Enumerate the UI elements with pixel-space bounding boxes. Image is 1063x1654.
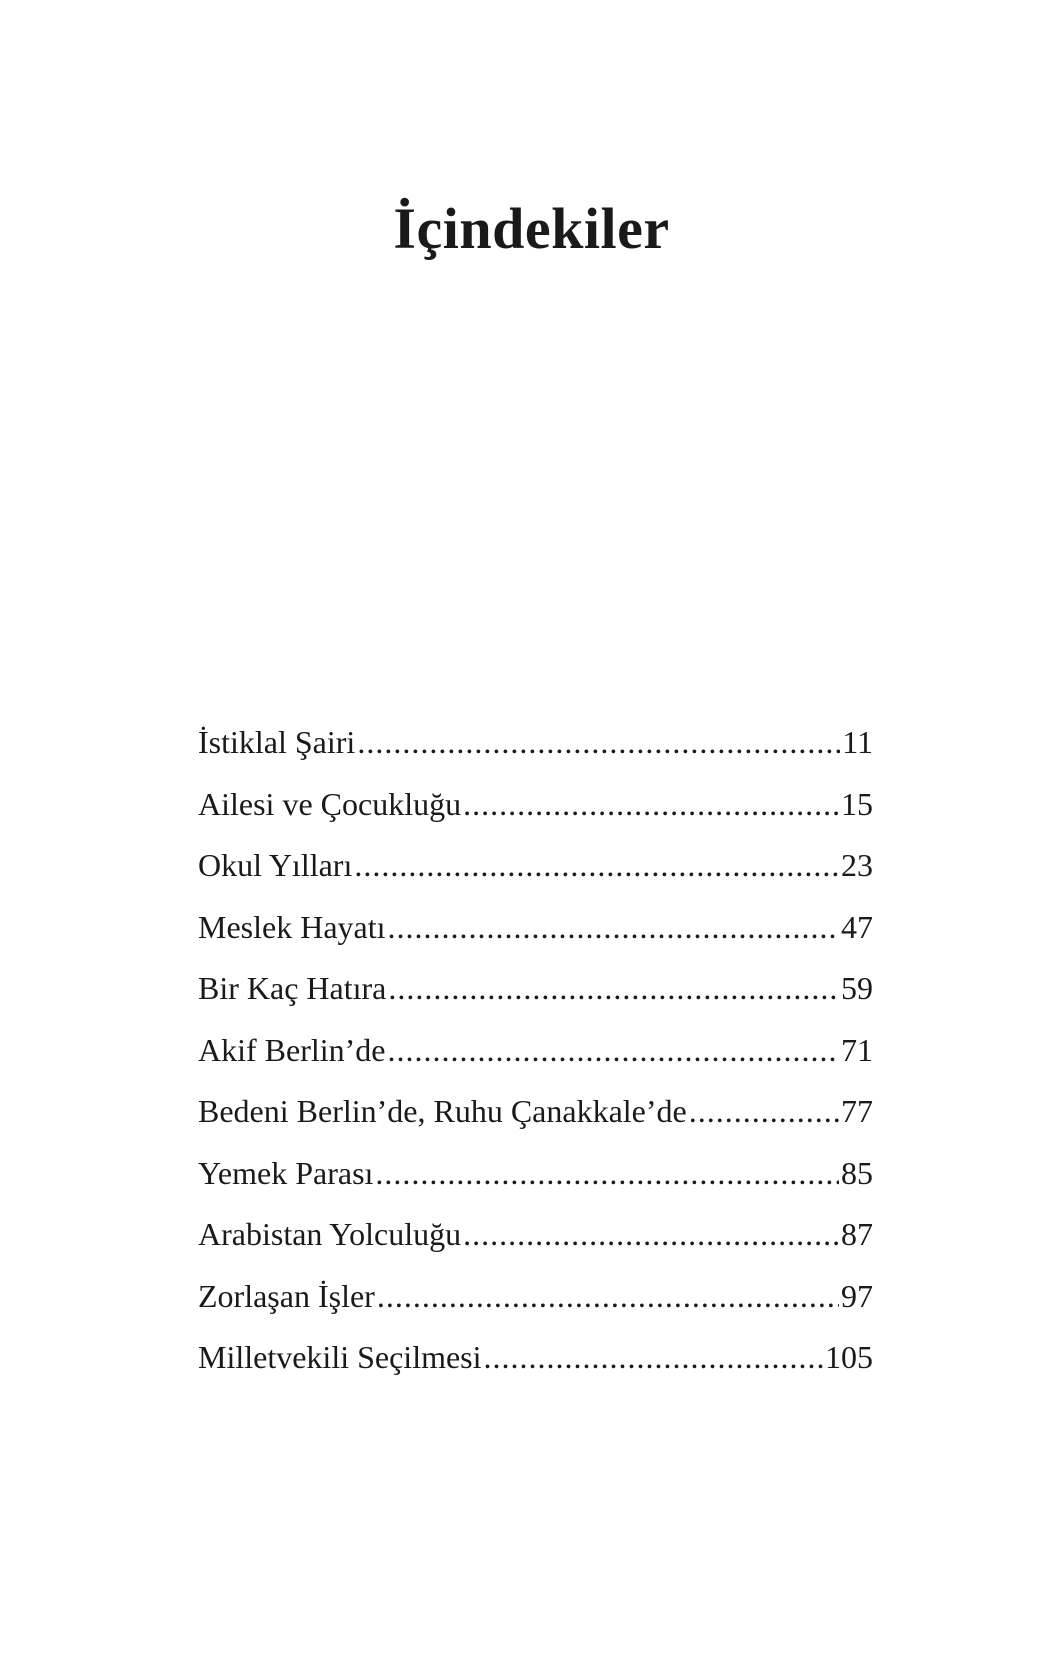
toc-entry-title: Yemek Parası bbox=[198, 1154, 374, 1191]
table-of-contents bbox=[198, 712, 873, 1389]
toc-leader-dots bbox=[484, 1327, 823, 1389]
toc-entry bbox=[198, 1204, 873, 1266]
toc-entry-page: 15 bbox=[841, 785, 873, 822]
toc-entry bbox=[198, 1327, 873, 1389]
toc-entry bbox=[198, 958, 873, 1020]
toc-entry-page: 59 bbox=[841, 970, 873, 1006]
toc-entry-title: İstiklal Şairi bbox=[198, 724, 356, 760]
toc-entry-title: Meslek Hayatı bbox=[198, 908, 386, 945]
page-title: İçindekiler bbox=[393, 196, 670, 261]
toc-entry-title: Arabistan Yolculuğu bbox=[198, 1216, 462, 1252]
toc-leader-dots bbox=[463, 774, 839, 836]
toc-entry-page: 77 bbox=[841, 1093, 873, 1129]
toc-leader-dots bbox=[388, 897, 840, 959]
toc-entry-page: 23 bbox=[841, 847, 873, 883]
toc-entry-page: 11 bbox=[842, 724, 873, 760]
toc-entry bbox=[198, 897, 873, 959]
toc-entry-page: 87 bbox=[841, 1216, 873, 1252]
toc-entry-title: Ailesi ve Çocukluğu bbox=[198, 785, 462, 822]
toc-entry bbox=[198, 774, 873, 836]
toc-entry-title: Milletvekili Seçilmesi bbox=[198, 1339, 482, 1375]
toc-entry-page: 85 bbox=[841, 1154, 873, 1191]
toc-entry-title: Okul Yılları bbox=[198, 847, 353, 883]
toc-entry bbox=[198, 1081, 873, 1143]
toc-leader-dots bbox=[357, 712, 840, 774]
toc-leader-dots bbox=[375, 1143, 839, 1205]
toc-leader-dots bbox=[388, 958, 839, 1020]
toc-entry-page: 105 bbox=[825, 1339, 873, 1375]
toc-leader-dots bbox=[388, 1020, 840, 1082]
toc-entry bbox=[198, 1266, 873, 1328]
toc-entry-page: 97 bbox=[841, 1277, 873, 1314]
toc-entry-title: Bir Kaç Hatıra bbox=[198, 970, 387, 1006]
toc-entry-title: Bedeni Berlin’de, Ruhu Çanakkale’de bbox=[198, 1093, 687, 1129]
toc-entry-page: 47 bbox=[841, 908, 873, 945]
toc-entry bbox=[198, 1143, 873, 1205]
toc-leader-dots bbox=[354, 835, 839, 897]
toc-entry-title: Akif Berlin’de bbox=[198, 1031, 386, 1068]
toc-leader-dots bbox=[377, 1266, 839, 1328]
toc-entry bbox=[198, 1020, 873, 1082]
toc-entry-page: 71 bbox=[841, 1031, 873, 1068]
toc-leader-dots bbox=[463, 1204, 839, 1266]
toc-leader-dots bbox=[689, 1081, 839, 1143]
toc-entry bbox=[198, 712, 873, 774]
toc-entry bbox=[198, 835, 873, 897]
toc-entry-title: Zorlaşan İşler bbox=[198, 1277, 375, 1314]
